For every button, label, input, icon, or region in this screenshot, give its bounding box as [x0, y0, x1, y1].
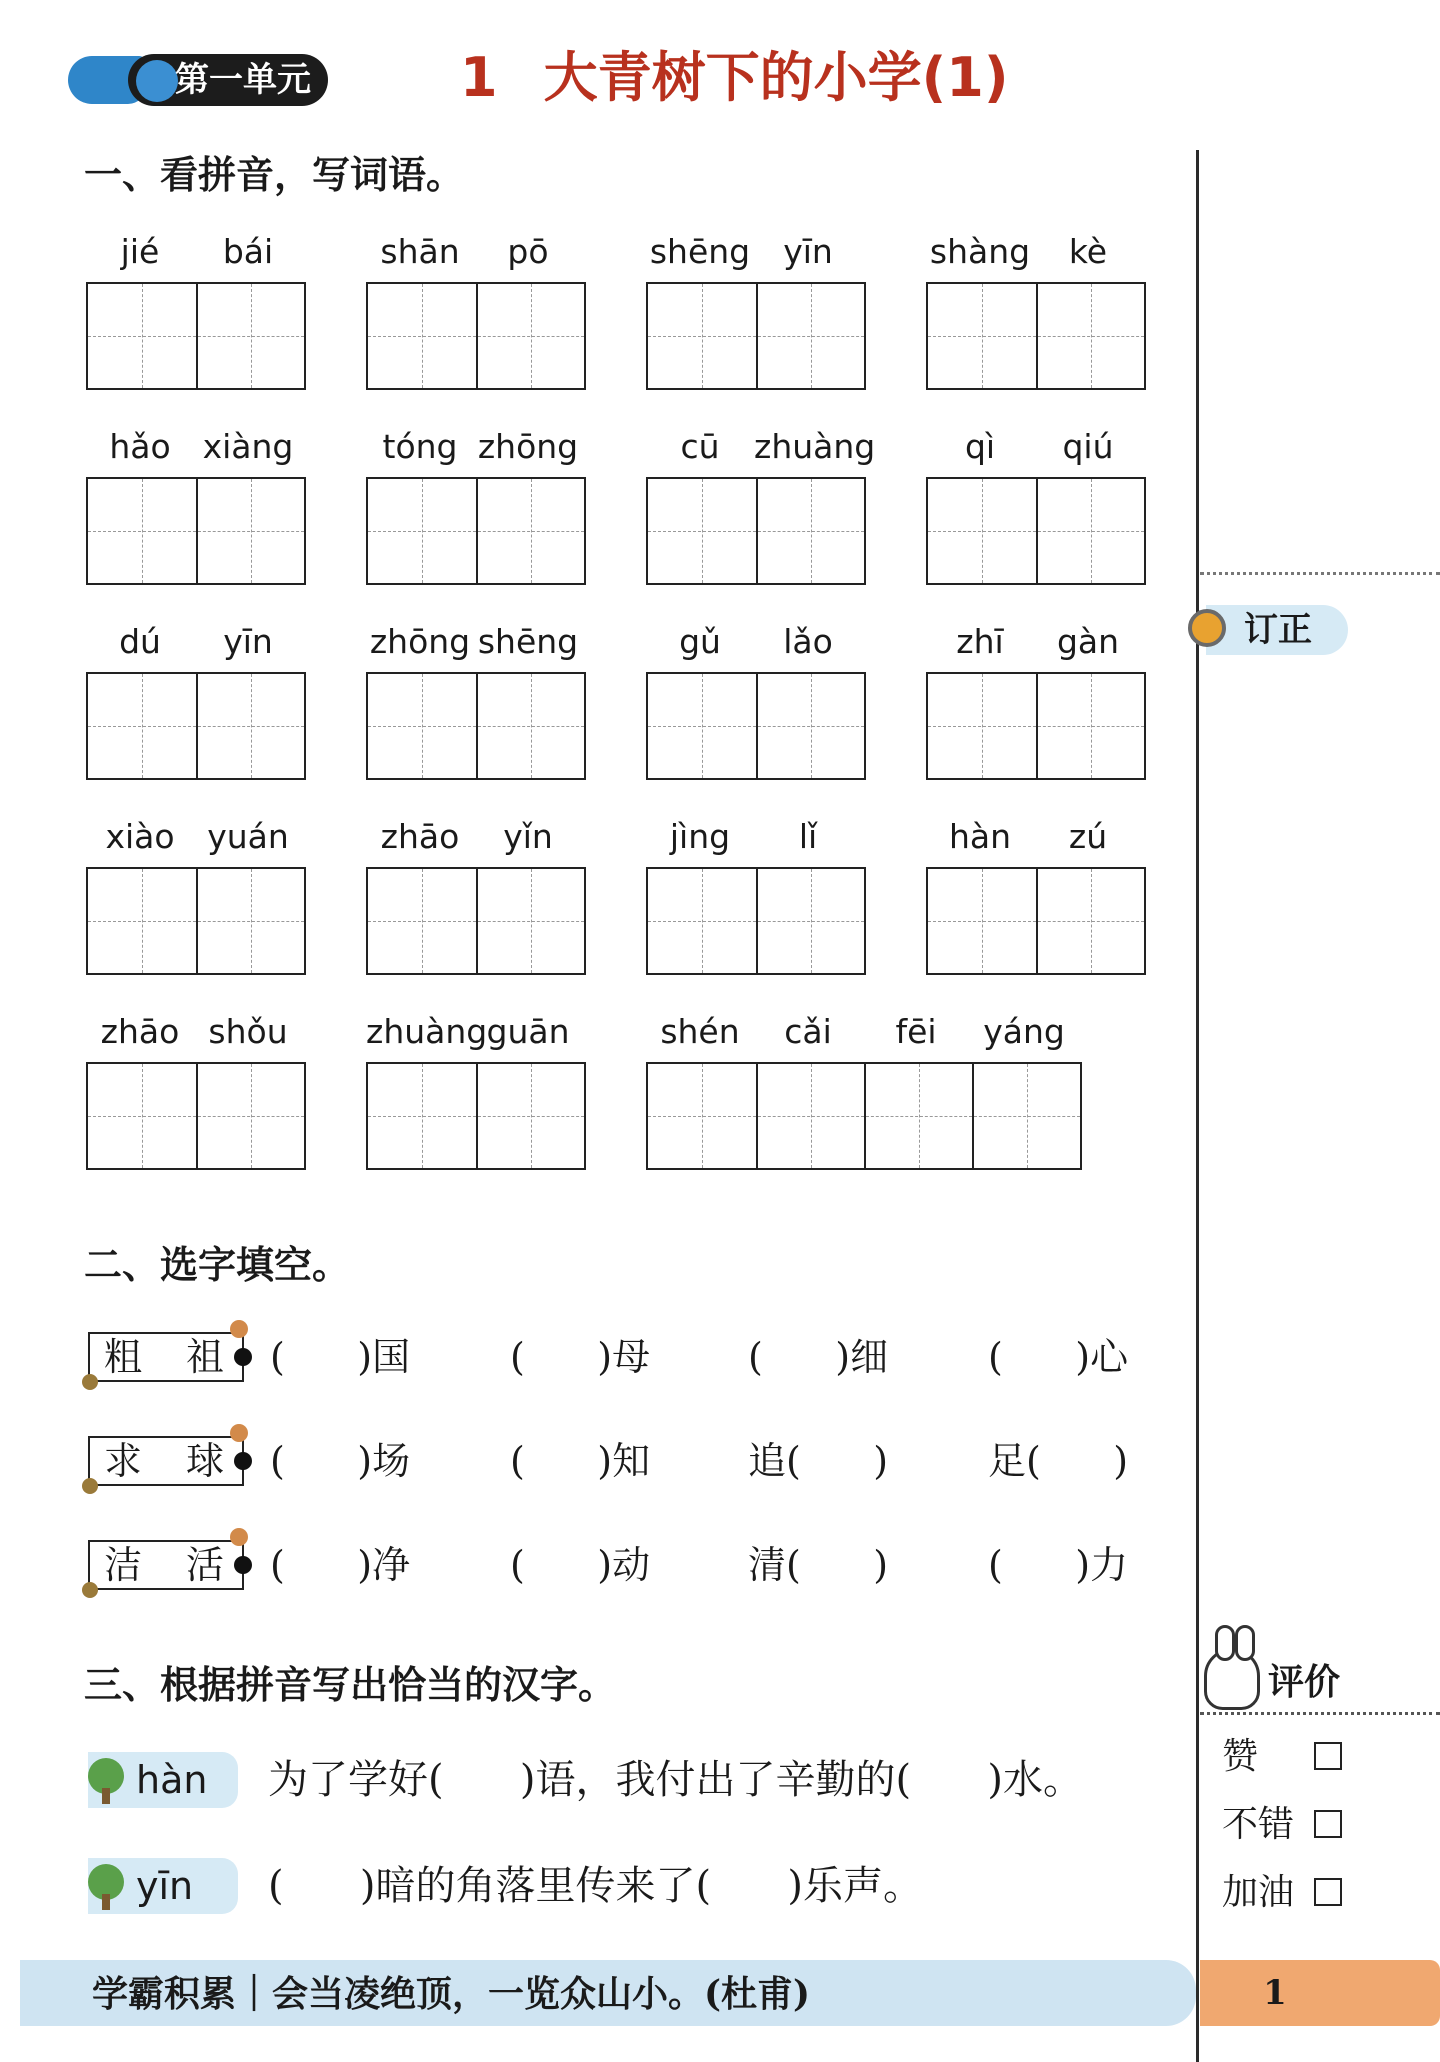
- fill-in-blank[interactable]: ( )净: [270, 1543, 411, 1587]
- tian-zi-ge-cell[interactable]: [972, 1064, 1080, 1168]
- decorative-knob-icon: [82, 1582, 98, 1598]
- tian-zi-ge-cell[interactable]: [1036, 869, 1144, 973]
- character-box[interactable]: [646, 867, 866, 975]
- rabbit-icon: [1204, 1648, 1260, 1710]
- tian-zi-ge-cell[interactable]: [648, 1064, 756, 1168]
- tian-zi-ge-cell[interactable]: [476, 1064, 584, 1168]
- character-box[interactable]: [646, 282, 866, 390]
- tian-zi-ge-cell[interactable]: [368, 674, 476, 778]
- decorative-knob-icon: [230, 1528, 248, 1546]
- pinyin-syllable: gǔ: [679, 622, 721, 661]
- tian-zi-ge-cell[interactable]: [196, 1064, 304, 1168]
- pinyin-syllable: shǒu: [208, 1012, 288, 1051]
- character-box[interactable]: [926, 867, 1146, 975]
- right-rail-divider: [1196, 150, 1199, 2062]
- pinyin-syllable: yáng: [983, 1012, 1065, 1051]
- tian-zi-ge-cell[interactable]: [756, 1064, 864, 1168]
- section3-title: 三、根据拼音写出恰当的汉字。: [84, 1663, 617, 1707]
- fill-in-blank[interactable]: ( )细: [748, 1335, 889, 1379]
- character-box[interactable]: [366, 477, 586, 585]
- pinyin-syllable: zhōng: [477, 427, 579, 466]
- character-box[interactable]: [86, 282, 306, 390]
- character-box[interactable]: [926, 282, 1146, 390]
- evaluation-option[interactable]: 加油: [1222, 1868, 1294, 1918]
- tian-zi-ge-cell[interactable]: [864, 1064, 972, 1168]
- tian-zi-ge-cell[interactable]: [476, 284, 584, 388]
- pinyin-syllable: pō: [507, 232, 549, 271]
- section2-title: 二、选字填空。: [84, 1243, 351, 1287]
- character-box[interactable]: [926, 672, 1146, 780]
- decorative-knob-icon: [82, 1478, 98, 1494]
- evaluation-option[interactable]: 不错: [1222, 1800, 1294, 1850]
- fill-in-blank[interactable]: 清( ): [748, 1543, 889, 1587]
- tian-zi-ge-cell[interactable]: [928, 479, 1036, 583]
- tian-zi-ge-cell[interactable]: [928, 674, 1036, 778]
- fill-in-blank[interactable]: ( )心: [988, 1335, 1129, 1379]
- pinyin-tag: [88, 1752, 238, 1808]
- evaluation-checkbox[interactable]: [1314, 1810, 1342, 1838]
- tian-zi-ge-cell[interactable]: [648, 674, 756, 778]
- character-box[interactable]: [86, 867, 306, 975]
- pinyin-syllable: yīn: [783, 232, 833, 271]
- fill-in-sentence[interactable]: 为了学好( )语，我付出了辛勤的( )水。: [268, 1757, 1083, 1803]
- tian-zi-ge-cell[interactable]: [196, 869, 304, 973]
- character-box[interactable]: [366, 282, 586, 390]
- pinyin-syllable: zhuàng: [754, 427, 876, 466]
- fill-in-blank[interactable]: ( )力: [988, 1543, 1129, 1587]
- pinyin-syllable: zhāo: [380, 817, 460, 856]
- pinyin-syllable: dú: [119, 622, 161, 661]
- pinyin-syllable: lǐ: [798, 817, 818, 856]
- pinyin-syllable: hàn: [948, 817, 1012, 856]
- correction-label: 订正: [1244, 610, 1312, 650]
- unit-label: 第一单元: [175, 60, 311, 100]
- pinyin-tag: [88, 1858, 238, 1914]
- character-box[interactable]: [366, 867, 586, 975]
- decorative-knob-icon: [230, 1320, 248, 1338]
- character-box[interactable]: [366, 1062, 586, 1170]
- pinyin-syllable: shén: [660, 1012, 740, 1051]
- tian-zi-ge-cell[interactable]: [368, 284, 476, 388]
- tian-zi-ge-cell[interactable]: [368, 869, 476, 973]
- fill-in-blank[interactable]: ( )动: [510, 1543, 651, 1587]
- pinyin-syllable: zhī: [956, 622, 1004, 661]
- tian-zi-ge-cell[interactable]: [928, 869, 1036, 973]
- pinyin-syllable: hǎo: [109, 427, 171, 466]
- evaluation-option[interactable]: 赞: [1222, 1732, 1258, 1782]
- correction-tab: [1188, 603, 1350, 657]
- pinyin-syllable: jié: [120, 232, 160, 271]
- pinyin-syllable: bái: [222, 232, 274, 271]
- pinyin-syllable: zhuàng: [366, 1012, 488, 1051]
- tian-zi-ge-cell[interactable]: [196, 284, 304, 388]
- fill-in-blank[interactable]: ( )知: [510, 1439, 651, 1483]
- tian-zi-ge-cell[interactable]: [928, 284, 1036, 388]
- pinyin-syllable: zú: [1068, 817, 1108, 856]
- tian-zi-ge-cell[interactable]: [368, 1064, 476, 1168]
- section1-title: 一、看拼音，写词语。: [84, 153, 465, 197]
- tian-zi-ge-cell[interactable]: [476, 479, 584, 583]
- evaluation-checkbox[interactable]: [1314, 1878, 1342, 1906]
- pinyin-syllable: jìng: [669, 817, 731, 856]
- character-box[interactable]: [646, 672, 866, 780]
- character-pair-box: [88, 1332, 244, 1382]
- pinyin-syllable: shàng: [929, 232, 1031, 271]
- tian-zi-ge-cell[interactable]: [1036, 674, 1144, 778]
- character-box[interactable]: [86, 672, 306, 780]
- choice-character: 粗: [104, 1335, 143, 1379]
- decorative-knob-icon: [234, 1556, 252, 1574]
- pinyin-syllable: tóng: [382, 427, 458, 466]
- pinyin-label: hàn: [136, 1758, 208, 1802]
- character-box[interactable]: [646, 477, 866, 585]
- magnifier-icon: [1188, 609, 1226, 647]
- pinyin-syllable: guān: [486, 1012, 570, 1051]
- pinyin-syllable: shēng: [649, 232, 751, 271]
- pinyin-syllable: qì: [964, 427, 996, 466]
- choice-character: 活: [186, 1543, 225, 1587]
- tian-zi-ge-cell[interactable]: [476, 674, 584, 778]
- choice-character: 求: [104, 1439, 143, 1483]
- pinyin-syllable: xiàng: [202, 427, 294, 466]
- correction-divider: [1200, 572, 1440, 575]
- character-pair-box: [88, 1436, 244, 1486]
- pinyin-syllable: shān: [380, 232, 460, 271]
- choice-character: 洁: [104, 1543, 143, 1587]
- tian-zi-ge-cell[interactable]: [756, 869, 864, 973]
- pinyin-syllable: yǐn: [503, 817, 553, 856]
- pinyin-syllable: zhāo: [100, 1012, 180, 1051]
- tian-zi-ge-cell[interactable]: [196, 674, 304, 778]
- tian-zi-ge-cell[interactable]: [88, 479, 196, 583]
- pinyin-syllable: shēng: [477, 622, 579, 661]
- tian-zi-ge-cell[interactable]: [368, 479, 476, 583]
- fill-in-blank[interactable]: ( )场: [270, 1439, 411, 1483]
- fill-in-sentence[interactable]: ( )暗的角落里传来了( )乐声。: [268, 1863, 923, 1909]
- character-pair-box: [88, 1540, 244, 1590]
- pinyin-syllable: kè: [1068, 232, 1108, 271]
- fill-in-blank[interactable]: ( )国: [270, 1335, 411, 1379]
- decorative-knob-icon: [82, 1374, 98, 1390]
- page-number: 1: [1263, 1973, 1287, 2013]
- tian-zi-ge-cell[interactable]: [196, 479, 304, 583]
- tian-zi-ge-cell[interactable]: [476, 869, 584, 973]
- tian-zi-ge-cell[interactable]: [88, 284, 196, 388]
- tian-zi-ge-cell[interactable]: [756, 284, 864, 388]
- character-box[interactable]: [86, 477, 306, 585]
- evaluation-checkbox[interactable]: [1314, 1742, 1342, 1770]
- pinyin-syllable: cū: [680, 427, 720, 466]
- evaluation-panel: [1200, 1644, 1440, 1944]
- pinyin-syllable: qiú: [1062, 427, 1114, 466]
- decorative-knob-icon: [234, 1348, 252, 1366]
- tian-zi-ge-cell[interactable]: [756, 674, 864, 778]
- decorative-knob-icon: [230, 1424, 248, 1442]
- tian-zi-ge-cell[interactable]: [1036, 479, 1144, 583]
- lesson-title-text: 大青树下的小学(1): [543, 46, 1009, 109]
- pinyin-label: yīn: [136, 1864, 194, 1908]
- footer-quote: 学霸积累｜会当凌绝顶，一览众山小。(杜甫): [92, 1973, 811, 2015]
- lesson-number: 1: [460, 46, 498, 109]
- tian-zi-ge-cell[interactable]: [88, 869, 196, 973]
- tian-zi-ge-cell[interactable]: [648, 284, 756, 388]
- fill-in-blank[interactable]: 追( ): [748, 1439, 889, 1483]
- evaluation-title: 评价: [1268, 1662, 1341, 1703]
- character-box[interactable]: [86, 1062, 306, 1170]
- tian-zi-ge-cell[interactable]: [88, 674, 196, 778]
- pinyin-syllable: yuán: [207, 817, 289, 856]
- pinyin-syllable: lǎo: [783, 622, 833, 661]
- character-box[interactable]: [646, 1062, 1082, 1170]
- tian-zi-ge-cell[interactable]: [756, 479, 864, 583]
- tian-zi-ge-cell[interactable]: [1036, 284, 1144, 388]
- pinyin-syllable: gàn: [1056, 622, 1120, 661]
- choice-character: 祖: [186, 1335, 225, 1379]
- pinyin-syllable: yīn: [223, 622, 273, 661]
- lesson-title: [460, 40, 1009, 116]
- tian-zi-ge-cell[interactable]: [88, 1064, 196, 1168]
- character-box[interactable]: [366, 672, 586, 780]
- choice-character: 球: [186, 1439, 225, 1483]
- fill-in-blank[interactable]: 足( ): [988, 1439, 1129, 1483]
- pinyin-syllable: zhōng: [369, 622, 471, 661]
- fill-in-blank[interactable]: ( )母: [510, 1335, 651, 1379]
- unit-badge: [68, 50, 330, 108]
- decorative-knob-icon: [234, 1452, 252, 1470]
- pinyin-syllable: fēi: [895, 1012, 937, 1051]
- character-box[interactable]: [926, 477, 1146, 585]
- pinyin-syllable: cǎi: [784, 1012, 832, 1051]
- tian-zi-ge-cell[interactable]: [648, 869, 756, 973]
- tian-zi-ge-cell[interactable]: [648, 479, 756, 583]
- pinyin-syllable: xiào: [105, 817, 175, 856]
